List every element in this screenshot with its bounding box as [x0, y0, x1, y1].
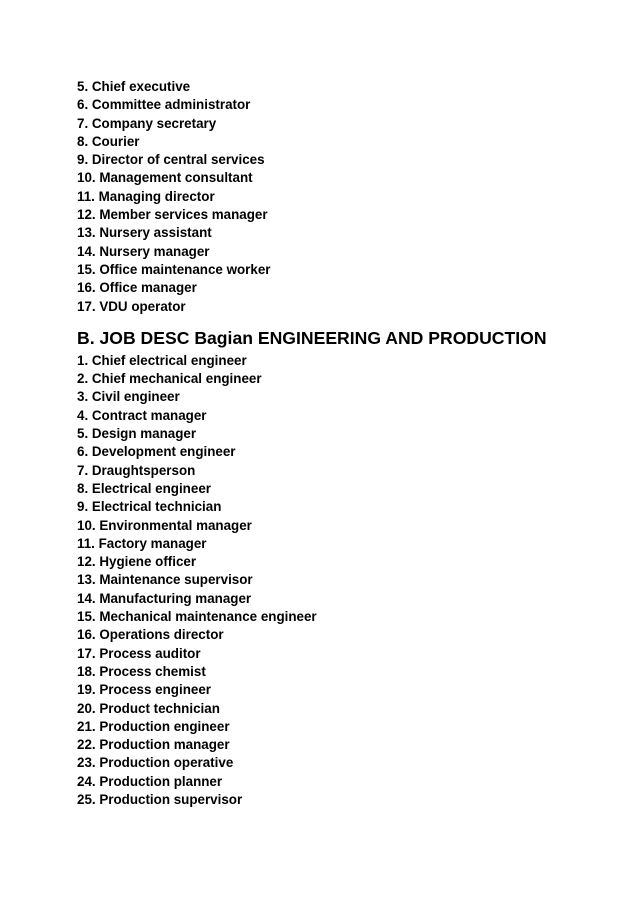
- list-item: 12. Member services manager: [77, 207, 268, 223]
- list-item: 5. Chief executive: [77, 79, 191, 94]
- list-item: 18. Process chemist: [77, 663, 206, 679]
- list-item: 22. Production manager: [77, 737, 230, 753]
- list-item: 9. Electrical technician: [77, 499, 222, 515]
- section-heading: B. JOB DESC Bagian ENGINEERING AND PRODUCTION: [77, 327, 547, 348]
- list-item: 3. Civil engineer: [77, 389, 180, 405]
- list-item: 20. Product technician: [77, 700, 220, 716]
- list-item: 16. Office manager: [77, 280, 197, 296]
- list-item: 14. Manufacturing manager: [77, 590, 252, 606]
- list-item: 15. Mechanical maintenance engineer: [77, 609, 317, 625]
- list-item: 4. Contract manager: [77, 407, 207, 423]
- list-item: 25. Production supervisor: [77, 791, 243, 807]
- list-item: 13. Maintenance supervisor: [77, 572, 253, 588]
- list-item: 7. Company secretary: [77, 115, 217, 131]
- list-item: 6. Committee administrator: [77, 97, 251, 113]
- list-item: 7. Draughtsperson: [77, 462, 196, 478]
- list-item: 8. Electrical engineer: [77, 480, 211, 496]
- list-item: 2. Chief mechanical engineer: [77, 371, 262, 387]
- list-item: 11. Factory manager: [77, 535, 207, 551]
- list-item: 15. Office maintenance worker: [77, 261, 271, 277]
- list-item: 10. Environmental manager: [77, 517, 252, 533]
- list-item: 1. Chief electrical engineer: [77, 352, 247, 368]
- list-item: 19. Process engineer: [77, 682, 211, 698]
- job-list-b: [77, 352, 617, 809]
- list-item: 14. Nursery manager: [77, 243, 210, 259]
- list-item: 6. Development engineer: [77, 444, 236, 460]
- list-item: 10. Management consultant: [77, 170, 253, 186]
- list-item: 17. Process auditor: [77, 645, 201, 661]
- list-item: 13. Nursery assistant: [77, 225, 212, 241]
- list-item: 21. Production engineer: [77, 718, 230, 734]
- list-item: 9. Director of central services: [77, 152, 265, 168]
- list-item: 11. Managing director: [77, 188, 215, 204]
- list-item: 23. Production operative: [77, 755, 234, 771]
- list-item: 16. Operations director: [77, 627, 224, 643]
- list-item: 5. Design manager: [77, 426, 197, 442]
- list-item: 24. Production planner: [77, 773, 223, 789]
- list-item: 8. Courier: [77, 133, 140, 149]
- list-item: 17. VDU operator: [77, 298, 186, 314]
- list-item: 12. Hygiene officer: [77, 554, 197, 570]
- document-page: [77, 78, 617, 809]
- job-list-a: [77, 78, 617, 316]
